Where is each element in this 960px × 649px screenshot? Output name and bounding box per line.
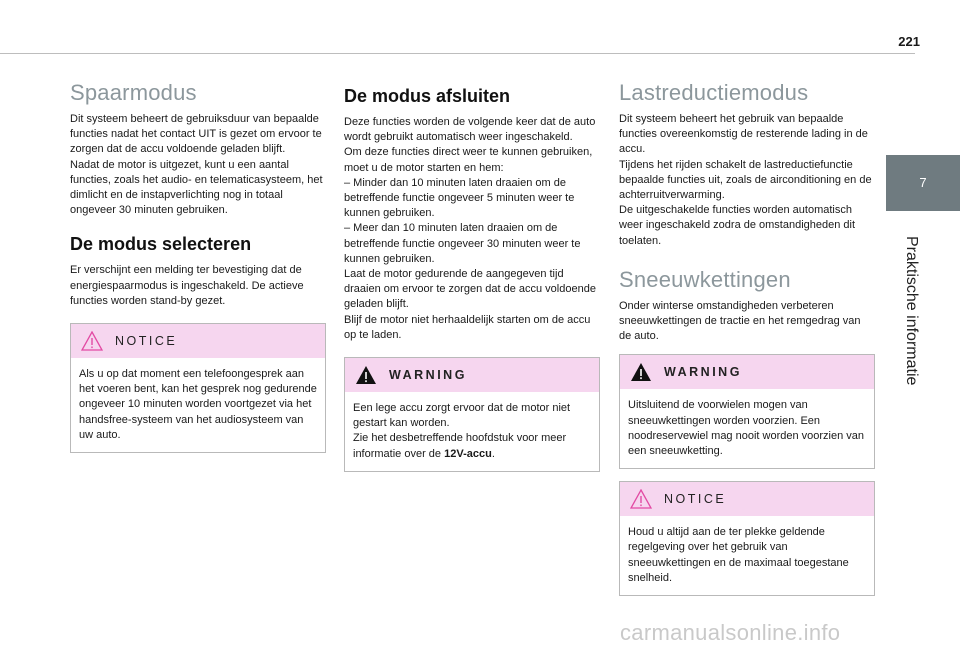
heading-modus-selecteren: De modus selecteren <box>70 234 252 255</box>
heading-spaarmodus: Spaarmodus <box>70 80 197 105</box>
warning-box-snow <box>619 354 875 469</box>
warning-label-snow: WARNING <box>664 365 742 380</box>
notice-box <box>70 323 326 453</box>
footer-watermark: carmanualsonline.info <box>620 620 841 645</box>
text-spaarmodus: Dit systeem beheert de gebruiksduur van bepaalde functies nadat het contact UIT is gezet om ervoor te zorgen dat de accu voldoende geladen blijft. Nadat de motor is uitgezet, kunt u een aantal functies, zoals het audio- en telematicasysteem, het dimlicht en de instapverlichting nog in totaal ongeveer 30 minuten gebruiken. <box>70 113 323 217</box>
header-rule <box>0 53 915 54</box>
heading-modus-afsluiten: De modus afsluiten <box>344 86 511 106</box>
warning-icon <box>355 365 377 385</box>
column-1 <box>70 80 326 453</box>
heading-lastreductiemodus: Lastreductiemodus <box>619 80 809 105</box>
chapter-tab: 7 <box>886 155 960 211</box>
notice-header <box>71 324 325 358</box>
text-modus-afsluiten: Deze functies worden de volgende keer dat de auto wordt gebruikt automatisch weer ingeschakeld. Om deze functies direct weer te kunnen gebruiken, moet u de motor starten en hem: – Minder dan 10 minuten laten draaien om de betreffende functie ongeveer 5 minuten weer te kunnen gebruiken. – Meer dan 10 minuten laten draaien om de betreffende functie ongeveer 30 minuten weer te kunnen gebruiken. Laat de motor gedurende de aangegeven tijd draaien om ervoor te zorgen dat de accu voldoende geladen blijft. Blijf de motor niet herhaaldelijk starten om de accu op te laden. <box>344 116 596 341</box>
page-number: 221 <box>898 34 920 49</box>
warning-text-bold: 12V-accu <box>444 447 492 460</box>
notice-header-snow <box>620 482 874 516</box>
warning-header <box>345 358 599 392</box>
column-3 <box>619 80 875 596</box>
notice-text-snow: Houd u altijd aan de ter plekke geldende regelgeving over het gebruik van sneeuwkettingen en de maximaal toegestane snelheid. <box>628 526 849 584</box>
warning-text-snow: Uitsluitend de voorwielen mogen van sneeuwkettingen worden voorzien. Een noodreservewiel mag nooit worden voorzien van een sneeuwketting. <box>628 399 865 458</box>
warning-label: WARNING <box>389 368 467 383</box>
notice-box-snow <box>619 481 875 596</box>
chapter-side-title: Praktische informatie <box>903 236 920 386</box>
notice-icon <box>630 489 652 509</box>
heading-sneeuwkettingen: Sneeuwkettingen <box>619 266 791 292</box>
column-2 <box>344 80 600 472</box>
notice-label: NOTICE <box>115 334 178 349</box>
notice-label-snow: NOTICE <box>664 492 727 507</box>
notice-icon <box>81 331 103 351</box>
notice-text: Als u op dat moment een telefoongesprek aan het voeren bent, kan het gesprek nog gedurende ongeveer 10 minuten worden voortgezet via het handsfree-systeem van het audiosysteem van uw auto. <box>79 368 317 441</box>
text-sneeuwkettingen: Onder winterse omstandigheden verbeteren sneeuwkettingen de tractie en het remgedrag van de auto. <box>619 299 861 343</box>
warning-text <box>353 401 591 462</box>
warning-text-main: Een lege accu zorgt ervoor dat de motor niet gestart kan worden. Zie het desbetreffende hoofdstuk voor meer informatie over de <box>353 402 571 460</box>
warning-icon <box>630 362 652 382</box>
warning-text-end: . <box>491 447 495 460</box>
warning-box <box>344 357 600 472</box>
warning-header-snow <box>620 355 874 389</box>
text-modus-selecteren: Er verschijnt een melding ter bevestiging dat de energiespaarmodus is ingeschakeld. De actieve functies worden stand-by gezet. <box>70 264 304 307</box>
text-lastreductiemodus: Dit systeem beheert het gebruik van bepaalde functies overeenkomstig de resterende lading in de accu. Tijdens het rijden schakelt de lastreductiefunctie bepaalde functies uit, zoals de airconditioning en de achterruitverwarming. De uitgeschakelde functies worden automatisch weer ingeschakeld zodra de omstandigheden dit toelaten. <box>619 113 872 247</box>
